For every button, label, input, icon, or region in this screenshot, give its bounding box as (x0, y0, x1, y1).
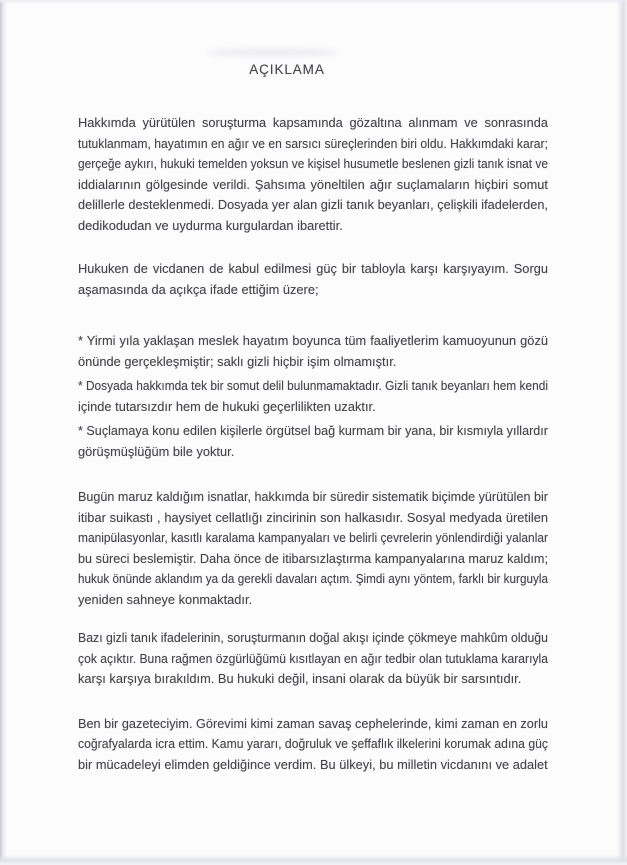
text-line: coğrafyalarda icra ettim. Kamu yararı, doğruluk ve şeffaflık ilkelerini korumak adına güç (78, 736, 548, 751)
document-body (78, 113, 548, 775)
text-line: aşamasında da açıkça ifade ettiğim üzere; (78, 281, 319, 297)
text-line: hukuk önünde aklandım ya da gerekli davaları açtım. Şimdi aynı yöntem, farklı bir kurguyla (78, 571, 548, 586)
text-line: bir mücadeleyi elimden geldiğince verdim. Bu ülkeyi, bu milletin vicdanını ve adalet (78, 756, 548, 772)
text-line: Bazı gizli tanık ifadelerinin, soruşturmanın doğal akışı içinde çökmeye mahkûm olduğu (78, 630, 548, 645)
text-line: çok açıktır. Buna rağmen özgürlüğümü kısıtlayan en ağır tedbir olan tutuklama kararıyla (78, 650, 548, 666)
text-line: Bugün maruz kaldığım isnatlar, hakkımda bir süredir sistematik biçimde yürütülen bir (78, 489, 548, 504)
text-line: manipülasyonlar, kasıtlı karalama kampanyaları ve belirli çevrelerin yönlendirdiği yalanlar (78, 530, 548, 545)
text-line: görüşmüşlüğüm bile yoktur. (78, 443, 235, 459)
page-edge-top (0, 0, 627, 4)
text-line: delillerle desteklenmedi. Dosyada yer alan gizli tanık beyanları, çelişkili ifadelerden, (78, 197, 548, 212)
text-line: tutuklanmam, hayatımın en ağır ve en sarsıcı süreçlerinden biri oldu. Hakkımdaki karar; (78, 135, 548, 151)
text-line: karşı karşıya bırakıldım. Bu hukuki değil, insani olarak da büyük bir sarsıntıdır. (78, 671, 522, 686)
page-edge-left (0, 0, 7, 865)
page-edge-bottom (0, 855, 627, 865)
text-line: içinde tutarsızdır hem de hukuki geçerlilikten uzaktır. (78, 398, 376, 414)
text-line: gerçeğe aykırı, hukuki temelden yoksun ve kişisel husumetle beslenen gizli tanık isnat ve (78, 156, 548, 171)
paragraph (78, 331, 548, 372)
paragraph (78, 113, 548, 236)
paragraph (78, 259, 548, 300)
text-line: Ben bir gazeteciyim. Görevimi kimi zaman savaş cephelerinde, kimi zaman en zorlu (78, 715, 548, 731)
text-line: Hakkımda yürütülen soruşturma kapsamında gözaltına alınmam ve sonrasında (78, 115, 548, 130)
text-line: iddialarının gölgesinde verildi. Şahsıma yöneltilen ağır suçlamaların hiçbiri somut (78, 176, 548, 192)
text-line: itibar suikastı , haysiyet cellatlığı zincirinin son halkasıdır. Sosyal medyada üretilen (78, 509, 548, 525)
text-line: * Suçlamaya konu edilen kişilerle örgütsel bağ kurmam bir yana, bir kısmıyla yıllardır (78, 423, 548, 438)
paragraph (78, 421, 548, 462)
text-line: dedikodudan ve uydurma kurgulardan ibarettir. (78, 217, 343, 233)
paragraph (78, 714, 548, 776)
text-line: * Yirmi yıla yaklaşan meslek hayatım boyunca tüm faaliyetlerim kamuoyunun gözü (78, 333, 548, 348)
paragraph (78, 376, 548, 417)
text-line: önünde gerçekleşmiştir; saklı gizli hiçbir işim olmamıştır. (78, 353, 397, 369)
document-page (78, 0, 548, 775)
text-line: bu süreci beslemiştir. Daha önce de itibarsızlaştırma kampanyalarına maruz kaldım; (78, 550, 548, 566)
paragraph (78, 628, 548, 690)
page-edge-right (617, 0, 627, 865)
text-line: Hukuken de vicdanen de kabul edilmesi güç bir tabloyla karşı karşıyayım. Sorgu (78, 261, 548, 276)
paragraph (78, 487, 548, 610)
text-line: yeniden sahneye konmaktadır. (78, 591, 253, 607)
document-title: AÇIKLAMA (249, 62, 325, 77)
text-line: * Dosyada hakkımda tek bir somut delil bulunmamaktadır. Gizli tanık beyanları hem kendi (78, 378, 548, 393)
